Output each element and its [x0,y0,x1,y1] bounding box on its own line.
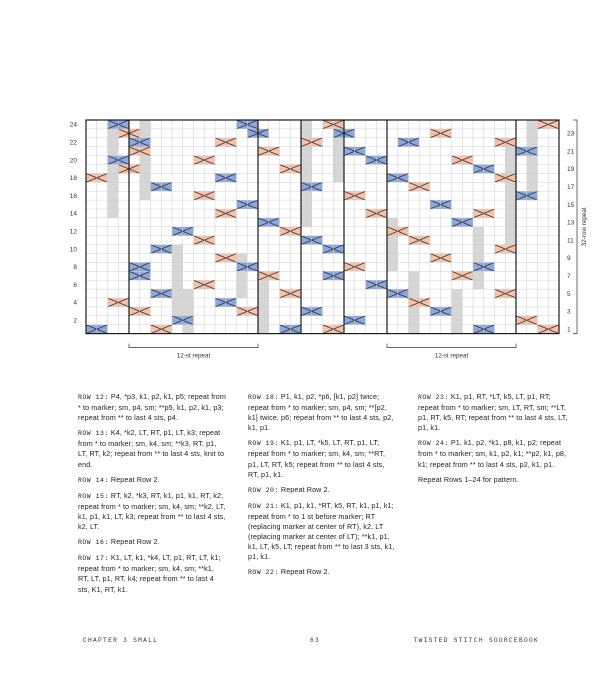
instructions-column-2 [248,392,396,584]
instruction-row [248,438,396,479]
instruction-row-label: ROW 23: [418,394,449,401]
instruction-row [418,475,568,485]
purl-column [237,254,248,299]
row-number-right: 13 [567,219,575,227]
row-number-right: 21 [567,148,575,156]
row-number-right: 7 [567,272,571,280]
instruction-row-text: P1, k1, p2, *p6, [k1, p2] twice; repeat from * to marker; sm, p4, sm; **[p2, k1] twice, p6; repeat from ** to last 4 sts, p2, k1, p1. [248,392,394,433]
instruction-row-text: RT, k2, *k3, RT, k1, p1, k1, RT, k2; repeat from * to marker; sm, k4, sm; **k2, LT, k1, p1, k1, LT, k3; repeat from ** to last 4 sts, k2, LT. [78,490,226,532]
row-number-right: 9 [567,255,571,263]
instructions-column-3 [418,392,568,490]
page-number: 63 [310,637,321,644]
instruction-row-text: K4, *k2, LT, RT, p1, LT, k3; repeat from * to marker; sm, k4, sm; **k3, RT, p1, LT, RT, k2; repeat from ** to last 4 sts, knit to end. [78,428,225,469]
row-number-right: 11 [567,237,574,245]
row-number-left: 4 [73,299,77,307]
stitch-repeat-label: 12-st repeat [176,352,211,360]
instruction-row [78,553,226,594]
instruction-row-label: ROW 12: [78,394,109,401]
row-number-left: 10 [69,246,77,254]
instruction-row-label: ROW 19: [248,440,279,448]
instruction-row-label: ROW 17: [78,555,109,563]
stitch-repeat-label: 12-st repeat [434,352,469,360]
instruction-row-label: ROW 21: [248,502,279,510]
instruction-row-text: P4, *p3, k1, p2, k1, p5; repeat from * to marker; sm, p4, sm; **p5, k1, p2, k1, p3; repeat from ** to last 4 sts, p4. [78,392,226,423]
footer-chapter: CHAPTER 3 SMALL [83,637,159,644]
row-number-left: 20 [69,157,77,165]
stitch-repeat-bracket [129,344,258,348]
purl-column [108,120,119,218]
instruction-row-label: ROW 16: [78,539,109,547]
row-number-left: 8 [73,264,77,272]
instruction-row [78,428,226,469]
purl-column [473,227,484,289]
row-number-left: 14 [69,210,77,218]
purl-column [452,289,463,334]
instruction-row [78,537,226,548]
instruction-row-text: K1, p1, RT, *LT, k5, LT, p1, RT; repeat from * to marker; sm, LT, RT, sm; **LT, p1, RT, k5, RT; repeat from ** to last 4 sts, LT, p1, k1. [418,392,568,433]
row-number-right: 3 [567,308,571,316]
row-number-right: 15 [567,201,575,209]
instruction-row-text: Repeat Row 2. [278,484,330,494]
row-number-left: 6 [73,281,77,289]
instruction-row [248,567,396,578]
instruction-row-text: K1, LT, k1, *k4, LT, p1, RT, LT, k1; repeat from * to marker; sm, k4, sm; **k1, RT, LT, p1, RT, k4; repeat from ** to last 4 sts, K1, RT, k1. [78,553,221,594]
purl-column [505,138,516,254]
purl-column [527,120,538,200]
instruction-row [418,438,568,469]
instruction-row-text: Repeat Row 2. [108,537,160,547]
instruction-row [248,501,396,563]
row-number-left: 2 [73,317,77,325]
instructions-column-1 [78,392,226,600]
row-number-left: 22 [69,139,77,147]
instruction-row [78,392,226,423]
stitch-repeat-bracket [387,344,516,348]
row-number-left: 18 [69,175,77,183]
row-repeat-label: 32-row repeat [581,207,588,247]
instruction-row-text: Repeat Row 2. [278,567,330,577]
instruction-row [248,392,396,433]
instruction-row-text: Repeat Row 2. [108,474,160,484]
instruction-row-label: ROW 15: [78,492,109,500]
instruction-row [418,392,568,433]
row-number-left: 16 [69,192,77,200]
instruction-row [248,485,396,496]
footer-book-title: TWISTED STITCH SOURCEBOOK [413,637,539,644]
instruction-row-label: ROW 24: [418,440,449,448]
row-number-right: 23 [567,130,575,138]
row-number-right: 17 [567,183,575,191]
instruction-row-text: P1, k1, p2, *k1, p8, k1, p2; repeat from * to marker; sm, k1, p2, k1; **p2, k1, p8, k1; repeat from ** to last 4 sts, p2, k1, p1. [418,438,567,469]
row-number-left: 12 [69,228,77,236]
row-number-right: 5 [567,290,571,298]
purl-column [183,289,194,334]
instruction-row-text: Repeat Rows 1–24 for pattern. [418,474,519,484]
instruction-row-label: ROW 18: [248,394,279,401]
instruction-row [78,475,226,486]
row-number-right: 19 [567,166,575,174]
row-number-left: 24 [69,121,77,129]
row-number-right: 1 [567,326,571,334]
instruction-row-text: K1, p1, LT, *k5, LT, RT, p1, LT; repeat from * to marker; sm, k4, sm; **RT, p1, LT, RT, k5; repeat from ** to last 4 sts, RT, p1, k1. [248,438,386,479]
instruction-row-label: ROW 20: [248,486,279,494]
purl-column [140,120,151,200]
instruction-row-label: ROW 22: [248,569,279,577]
instruction-row-text: K1, p1, k1, *RT, k5, RT, k1, p1, k1; repeat from * to 1 st before marker; RT (replacing marker at center of RT), k2, LT (replacing marker at center of LT); **k1, p1, k1, LT, k5, LT; repeat from ** to last 3 sts, k1, p1, k1. [248,500,395,562]
instruction-row [78,491,226,532]
instruction-row-label: ROW 13: [78,430,109,438]
purl-column [258,271,269,333]
instruction-row-label: ROW 14: [78,476,109,484]
